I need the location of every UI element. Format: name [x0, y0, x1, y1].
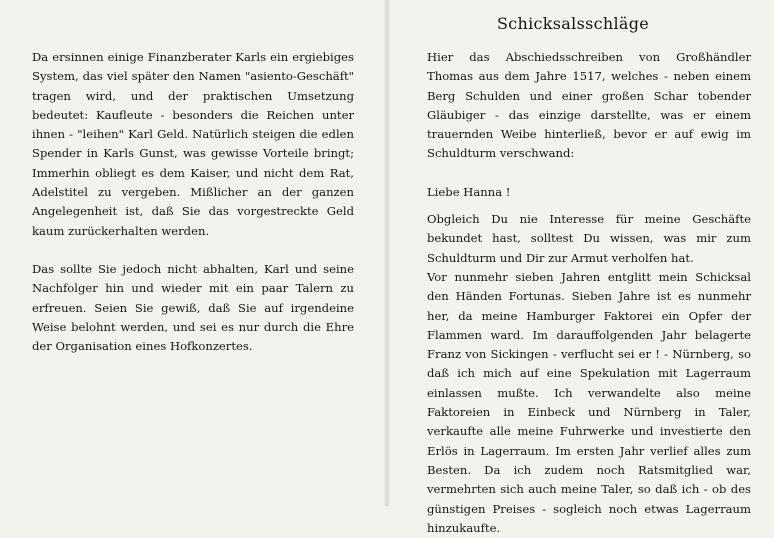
letter-paragraph-1: Obgleich Du nie Interesse für meine Geschäfte bekundet hast, solltest Du wissen, was mir zum Schuldturm und Dir zur Armut verholfen hat. [427, 212, 751, 265]
left-paragraph-2: Das sollte Sie jedoch nicht abhalten, Karl und seine Nachfolger hin und wieder mit ein paar Talern zu erfreuen. Seien Sie gewiß, daß Sie auf irgendeine Weise belohnt werden, und sei es nur durch die Ehre der Organisation eines Hofkonzertes. [32, 261, 354, 354]
right-page [387, 0, 774, 535]
left-page [0, 0, 387, 506]
section-heading: Schicksalsschläge [497, 14, 650, 33]
left-text-column [32, 48, 354, 356]
right-text-column [427, 48, 751, 538]
left-paragraph-1: Da ersinnen einige Finanzberater Karls ein ergiebiges System, das viel später den Namen "asiento-Geschäft" tragen wird, und der praktischen Umsetzung bedeutet: Kaufleute - besonders die Reichen unter ihnen - "leihen" Karl Geld. Natürlich steigen die edlen Spender in Karls Gunst, was gewisse Vorteile bringt; Immerhin obliegt es dem Kaiser, und nicht dem Rat, Adelstitel zu vergeben. Mißlicher an der ganzen Angelegenheit ist, daß Sie das vorgestreckte Geld kaum zurückerhalten werden. [32, 50, 354, 238]
right-intro-paragraph: Hier das Abschiedsschreiben von Großhändler Thomas aus dem Jahre 1517, welches - neben einem Berg Schulden und einer großen Schar tobender Gläubiger - das einzige darstellte, was er einem trauernden Weibe hinterließ, bevor er auf ewig im Schuldturm verschwand: [427, 50, 751, 161]
letter-greeting: Liebe Hanna ! [427, 184, 511, 199]
letter-paragraph-2: Vor nunmehr sieben Jahren entglitt mein Schicksal den Händen Fortunas. Sieben Jahre ist es nunmehr her, da meine Hamburger Faktorei ein Opfer der Flammen ward. Im darauffolgenden Jahr belagerte Franz von Sickingen - verflucht sei er ! - Nürnberg, so daß ich mich auf eine Spekulation mit Lagerraum einlassen mußte. Ich verwandelte also meine Faktoreien in Einbeck und Nürnberg in Taler, verkaufte alle meine Fuhrwerke und investierte den Erlös in Lagerraum. Im ersten Jahr verlief alles zum Besten. Da ich zudem noch Ratsmitglied war, vermehrten sich auch meine Taler, so daß ich - ob des günstigen Preises - sogleich noch etwas Lagerraum hinzukaufte. [427, 269, 751, 535]
